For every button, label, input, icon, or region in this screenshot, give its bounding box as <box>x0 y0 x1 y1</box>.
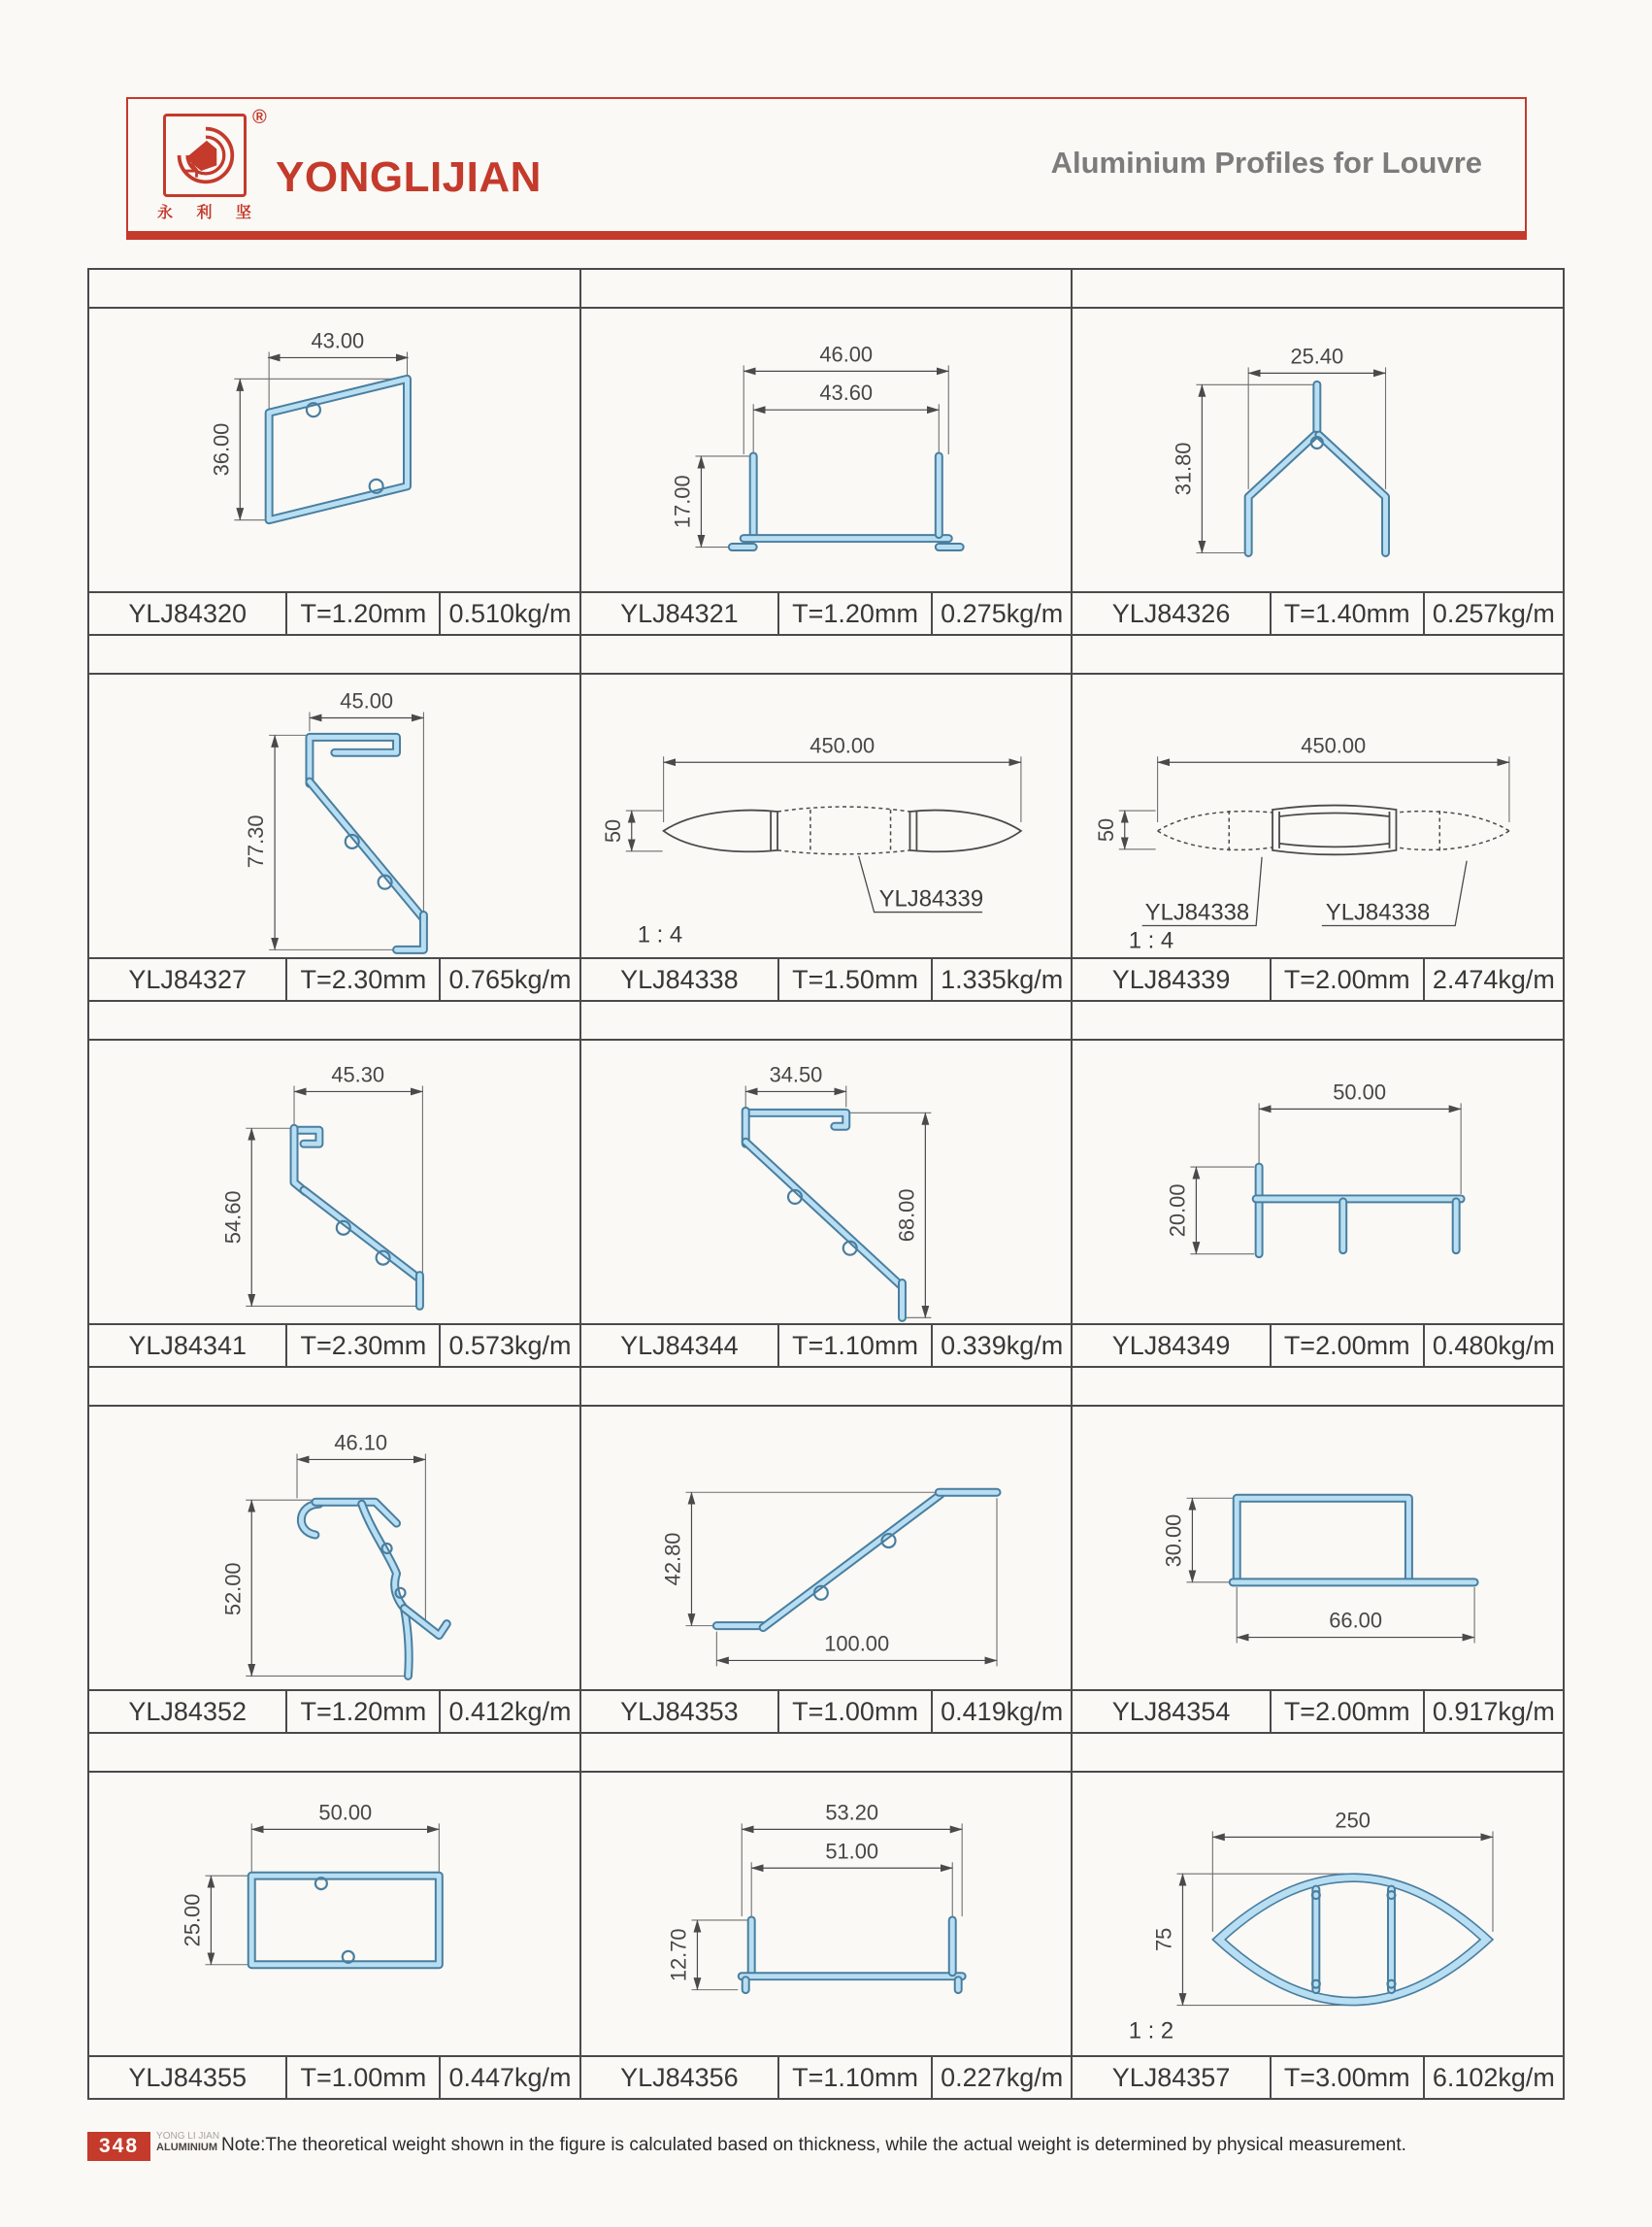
thickness-label: T=2.30mm <box>287 959 441 1000</box>
model-label: YLJ84321 <box>581 593 779 634</box>
svg-text:YLJ84338: YLJ84338 <box>1326 899 1431 926</box>
svg-text:50: 50 <box>1094 817 1119 843</box>
weight-label: 0.573kg/m <box>448 1330 572 1360</box>
svg-text:50.00: 50.00 <box>1333 1080 1387 1105</box>
svg-text:46.10: 46.10 <box>334 1430 388 1455</box>
svg-text:45.00: 45.00 <box>340 688 394 714</box>
profile-drawing-ylj84326 <box>1073 309 1563 591</box>
table-row <box>89 270 1563 636</box>
profile-drawing-ylj84354 <box>1073 1407 1563 1689</box>
profile-drawing-ylj84352 <box>89 1407 579 1689</box>
svg-text:25.40: 25.40 <box>1290 344 1344 369</box>
model-label: YLJ84355 <box>89 2057 287 2098</box>
model-label: YLJ84353 <box>581 1691 779 1732</box>
profile-cell-ylj84327 <box>89 636 581 1000</box>
svg-text:250: 250 <box>1335 1808 1371 1833</box>
model-label: YLJ84327 <box>89 959 287 1000</box>
profile-drawing-ylj84320 <box>89 309 579 591</box>
profile-cell-ylj84339 <box>1073 636 1563 1000</box>
svg-text:53.20: 53.20 <box>825 1800 878 1825</box>
profile-drawing-ylj84356 <box>581 1773 1072 2055</box>
model-label: YLJ84341 <box>89 1325 287 1366</box>
profile-cell-ylj84320 <box>89 270 581 634</box>
brand-chinese: 永 利 坚 <box>157 205 261 221</box>
svg-text:51.00: 51.00 <box>825 1839 878 1864</box>
weight-label: 0.765kg/m <box>448 964 572 994</box>
thickness-label: T=1.00mm <box>287 2057 441 2098</box>
profile-cell-ylj84352 <box>89 1368 581 1732</box>
profile-drawing-ylj84339 <box>1073 675 1563 957</box>
svg-text:YLJ84338: YLJ84338 <box>1144 899 1250 926</box>
svg-text:YLJ84339: YLJ84339 <box>878 885 983 913</box>
svg-text:25.00: 25.00 <box>180 1893 205 1947</box>
svg-text:30.00: 30.00 <box>1161 1513 1186 1568</box>
profile-drawing-ylj84344 <box>581 1041 1072 1323</box>
svg-text:100.00: 100.00 <box>823 1631 889 1656</box>
svg-text:17.00: 17.00 <box>670 475 695 529</box>
svg-text:1 : 4: 1 : 4 <box>637 921 682 948</box>
thickness-label: T=1.20mm <box>287 1691 441 1732</box>
svg-text:75: 75 <box>1151 1927 1176 1952</box>
thickness-label: T=2.00mm <box>1272 1691 1425 1732</box>
weight-label: 6.102kg/m <box>1432 2062 1555 2092</box>
profile-cell-ylj84344 <box>581 1002 1074 1366</box>
profile-cell-ylj84326 <box>1073 270 1563 634</box>
weight-label: 0.480kg/m <box>1432 1330 1555 1360</box>
thickness-label: T=1.20mm <box>779 593 933 634</box>
weight-label: 0.412kg/m <box>448 1696 572 1726</box>
thickness-label: T=3.00mm <box>1272 2057 1425 2098</box>
svg-text:450.00: 450.00 <box>809 733 875 758</box>
weight-label: 1.335kg/m <box>941 964 1064 994</box>
thickness-label: T=1.00mm <box>779 1691 933 1732</box>
thickness-label: T=2.00mm <box>1272 959 1425 1000</box>
profile-cell-ylj84356 <box>581 1734 1074 2098</box>
model-label: YLJ84349 <box>1073 1325 1271 1366</box>
svg-text:1 : 2: 1 : 2 <box>1129 2017 1174 2044</box>
brand-logo-icon <box>163 114 247 197</box>
profile-drawing-ylj84341 <box>89 1041 579 1323</box>
svg-text:31.80: 31.80 <box>1171 442 1196 496</box>
profile-cell-ylj84349 <box>1073 1002 1563 1366</box>
profile-cell-ylj84321 <box>581 270 1074 634</box>
weight-label: 0.510kg/m <box>448 598 572 628</box>
svg-text:54.60: 54.60 <box>220 1190 246 1245</box>
weight-label: 0.419kg/m <box>941 1696 1064 1726</box>
weight-label: 0.339kg/m <box>941 1330 1064 1360</box>
profile-cell-ylj84353 <box>581 1368 1074 1732</box>
svg-text:34.50: 34.50 <box>769 1062 823 1087</box>
footer-note: Note:The theoretical weight shown in the figure is calculated based on thickness, while the actual weight is determined by physical measurement. <box>221 2135 1406 2155</box>
profile-cell-ylj84354 <box>1073 1368 1563 1732</box>
thickness-label: T=1.50mm <box>779 959 933 1000</box>
weight-label: 0.447kg/m <box>448 2062 572 2092</box>
thickness-label: T=1.10mm <box>779 1325 933 1366</box>
model-label: YLJ84338 <box>581 959 779 1000</box>
page-title: Aluminium Profiles for Louvre <box>1050 146 1482 180</box>
svg-text:42.80: 42.80 <box>660 1532 685 1586</box>
weight-label: 0.257kg/m <box>1432 598 1555 628</box>
profile-drawing-ylj84357 <box>1073 1773 1563 2055</box>
model-label: YLJ84352 <box>89 1691 287 1732</box>
profile-drawing-ylj84321 <box>581 309 1072 591</box>
table-row <box>89 636 1563 1002</box>
weight-label: 0.275kg/m <box>941 598 1064 628</box>
profile-cell-ylj84338 <box>581 636 1074 1000</box>
svg-text:66.00: 66.00 <box>1329 1608 1383 1633</box>
profile-cell-ylj84355 <box>89 1734 581 2098</box>
table-row <box>89 1734 1563 2098</box>
svg-text:20.00: 20.00 <box>1165 1183 1190 1238</box>
thickness-label: T=2.00mm <box>1272 1325 1425 1366</box>
model-label: YLJ84344 <box>581 1325 779 1366</box>
thickness-label: T=1.10mm <box>779 2057 933 2098</box>
svg-text:36.00: 36.00 <box>209 422 234 477</box>
page-number-badge: 348 <box>87 2132 150 2161</box>
profile-drawing-ylj84349 <box>1073 1041 1563 1323</box>
profile-cell-ylj84341 <box>89 1002 581 1366</box>
brand-wordmark: YONGLIJIAN <box>276 153 542 201</box>
svg-text:52.00: 52.00 <box>220 1562 246 1616</box>
svg-text:43.60: 43.60 <box>819 381 873 406</box>
svg-text:43.00: 43.00 <box>311 328 365 353</box>
table-row <box>89 1368 1563 1734</box>
svg-text:68.00: 68.00 <box>894 1188 919 1243</box>
profile-drawing-ylj84338 <box>581 675 1072 957</box>
thickness-label: T=1.20mm <box>287 593 441 634</box>
profile-drawing-ylj84355 <box>89 1773 579 2055</box>
weight-label: 2.474kg/m <box>1432 964 1555 994</box>
weight-label: 0.917kg/m <box>1432 1696 1555 1726</box>
swirl-arrow-icon <box>173 123 237 187</box>
footer-brand: YONG LI JIAN ALUMINIUM <box>156 2131 220 2153</box>
thickness-label: T=2.30mm <box>287 1325 441 1366</box>
svg-text:450.00: 450.00 <box>1301 733 1367 758</box>
svg-text:45.30: 45.30 <box>331 1062 385 1087</box>
model-label: YLJ84356 <box>581 2057 779 2098</box>
svg-text:12.70: 12.70 <box>666 1928 691 1982</box>
svg-text:50.00: 50.00 <box>318 1800 373 1825</box>
thickness-label: T=1.40mm <box>1272 593 1425 634</box>
model-label: YLJ84354 <box>1073 1691 1271 1732</box>
page-header <box>126 97 1527 231</box>
header-red-bar <box>126 231 1527 240</box>
profile-drawing-ylj84353 <box>581 1407 1072 1689</box>
model-label: YLJ84357 <box>1073 2057 1271 2098</box>
table-row <box>89 1002 1563 1368</box>
svg-text:46.00: 46.00 <box>819 342 873 367</box>
svg-text:77.30: 77.30 <box>244 814 269 869</box>
svg-text:50: 50 <box>600 818 625 844</box>
profile-cell-ylj84357 <box>1073 1734 1563 2098</box>
page-footer <box>87 2132 219 2161</box>
svg-text:1 : 4: 1 : 4 <box>1129 927 1174 954</box>
registered-mark: ® <box>252 107 267 128</box>
model-label: YLJ84320 <box>89 593 287 634</box>
weight-label: 0.227kg/m <box>941 2062 1064 2092</box>
profiles-table <box>87 268 1565 2100</box>
model-label: YLJ84326 <box>1073 593 1271 634</box>
model-label: YLJ84339 <box>1073 959 1271 1000</box>
profile-drawing-ylj84327 <box>89 675 579 957</box>
